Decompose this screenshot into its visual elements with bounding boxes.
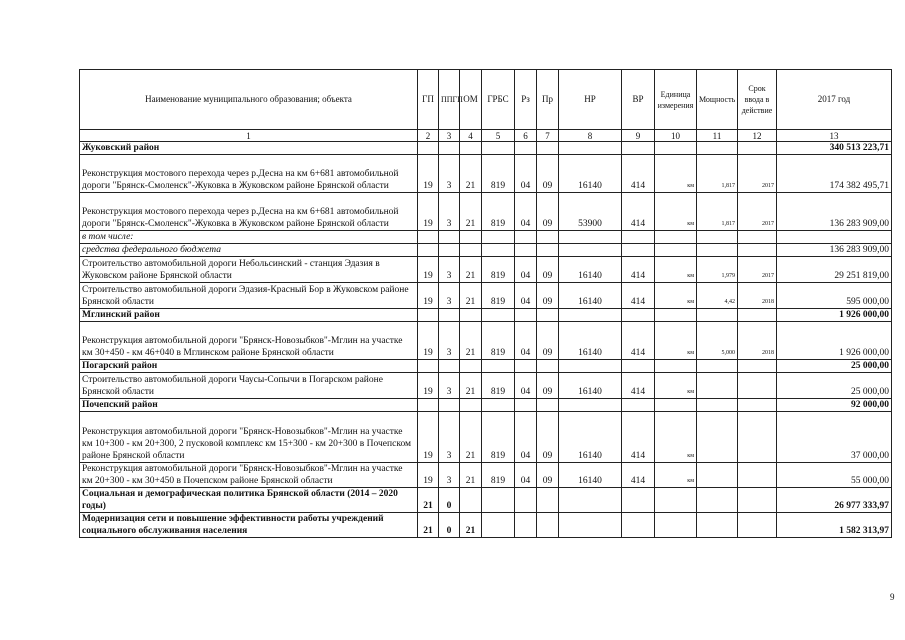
table-body: [80, 142, 892, 538]
empty-cell: [418, 231, 439, 244]
empty-cell: [537, 309, 559, 322]
program-name: Социальная и демографическая политика Брянской области (2014 – 2020 годы): [80, 488, 418, 513]
empty-cell: [515, 399, 537, 412]
empty-cell: [515, 231, 537, 244]
item-row: [80, 322, 892, 360]
col-number: 9: [622, 130, 655, 142]
col-header-np: НР: [559, 70, 622, 130]
table-header-row: [80, 70, 892, 130]
item-unit: км: [655, 283, 697, 309]
item-vr: 414: [622, 463, 655, 488]
item-vr: 414: [622, 373, 655, 399]
empty-cell: [622, 231, 655, 244]
item-vr: 414: [622, 257, 655, 283]
program-amount: 26 977 333,97: [777, 488, 892, 513]
item-term: [738, 463, 777, 488]
item-gp: 19: [418, 373, 439, 399]
item-unit: км: [655, 257, 697, 283]
item-grbs: 819: [482, 463, 515, 488]
empty-cell: [418, 360, 439, 373]
col-header-unit: Единица измерения: [655, 70, 697, 130]
program-row: [80, 513, 892, 538]
item-np: 16140: [559, 322, 622, 360]
empty-cell: [418, 244, 439, 257]
program-row: [80, 488, 892, 513]
empty-cell: [738, 231, 777, 244]
item-grbs: 819: [482, 257, 515, 283]
empty-cell: [537, 244, 559, 257]
col-number: 3: [439, 130, 460, 142]
item-name: Реконструкция мостового перехода через р.Десна на км 6+681 автомобильной дороги "Брянск-Смоленск"-Жуковка в Жуковском районе Брянской области: [80, 155, 418, 193]
col-number: 10: [655, 130, 697, 142]
item-power: [697, 463, 738, 488]
empty-cell: [622, 360, 655, 373]
item-pr: 09: [537, 412, 559, 463]
item-term: 2017: [738, 257, 777, 283]
item-name: Строительство автомобильной дороги Небольсинский - станция Эдазия в Жуковском районе Брянской области: [80, 257, 418, 283]
empty-cell: [697, 360, 738, 373]
item-vr: 414: [622, 412, 655, 463]
item-grbs: 819: [482, 412, 515, 463]
item-gp: 19: [418, 412, 439, 463]
item-pr: 09: [537, 463, 559, 488]
item-amount: 37 000,00: [777, 412, 892, 463]
item-row: [80, 412, 892, 463]
item-name: Строительство автомобильной дороги Чаусы-Сопычи в Погарском районе Брянской области: [80, 373, 418, 399]
empty-cell: [559, 244, 622, 257]
item-amount: 55 000,00: [777, 463, 892, 488]
empty-cell: [482, 513, 515, 538]
empty-cell: [537, 142, 559, 155]
item-row: [80, 463, 892, 488]
item-vr: 414: [622, 322, 655, 360]
item-om: 21: [460, 193, 482, 231]
empty-cell: [655, 360, 697, 373]
item-amount: 595 000,00: [777, 283, 892, 309]
empty-cell: [482, 360, 515, 373]
empty-cell: [515, 244, 537, 257]
col-number: 5: [482, 130, 515, 142]
item-power: 4,42: [697, 283, 738, 309]
budget-table: [79, 69, 892, 538]
col-number: 12: [738, 130, 777, 142]
item-rz: 04: [515, 283, 537, 309]
col-header-name: Наименование муниципального образования; объекта: [80, 70, 418, 130]
item-unit: км: [655, 463, 697, 488]
empty-cell: [482, 142, 515, 155]
empty-cell: [460, 360, 482, 373]
item-power: 1,979: [697, 257, 738, 283]
empty-cell: [655, 309, 697, 322]
col-number: 1: [80, 130, 418, 142]
section-name: Мглинский район: [80, 309, 418, 322]
item-gp: 19: [418, 463, 439, 488]
note-row: [80, 231, 892, 244]
col-header-power: Мощность: [697, 70, 738, 130]
item-power: 1,817: [697, 193, 738, 231]
item-pr: 09: [537, 155, 559, 193]
item-ppgp: 3: [439, 257, 460, 283]
item-power: [697, 373, 738, 399]
col-header-vr: ВР: [622, 70, 655, 130]
item-row: [80, 193, 892, 231]
section-amount: 340 513 223,71: [777, 142, 892, 155]
col-header-om: ОМ: [460, 70, 482, 130]
empty-cell: [418, 309, 439, 322]
empty-cell: [537, 399, 559, 412]
empty-cell: [655, 399, 697, 412]
col-header-ppgp: ППГП: [439, 70, 460, 130]
page-number: 9: [890, 592, 895, 602]
empty-cell: [559, 309, 622, 322]
item-name: Реконструкция мостового перехода через р.Десна на км 6+681 автомобильной дороги "Брянск-Смоленск"-Жуковка в Жуковском районе Брянской области: [80, 193, 418, 231]
empty-cell: [697, 488, 738, 513]
col-number: 6: [515, 130, 537, 142]
empty-cell: [439, 244, 460, 257]
item-unit: км: [655, 193, 697, 231]
item-ppgp: 3: [439, 155, 460, 193]
empty-cell: [482, 488, 515, 513]
empty-cell: [559, 488, 622, 513]
item-term: 2018: [738, 283, 777, 309]
item-gp: 19: [418, 193, 439, 231]
item-om: 21: [460, 283, 482, 309]
item-pr: 09: [537, 193, 559, 231]
col-number: 13: [777, 130, 892, 142]
program-ppgp: 0: [439, 488, 460, 513]
item-power: 1,817: [697, 155, 738, 193]
empty-cell: [622, 309, 655, 322]
item-term: 2018: [738, 322, 777, 360]
empty-cell: [537, 513, 559, 538]
item-name: Строительство автомобильной дороги Эдазия-Красный Бор в Жуковском районе Брянской области: [80, 283, 418, 309]
item-gp: 19: [418, 155, 439, 193]
empty-cell: [559, 231, 622, 244]
item-unit: км: [655, 155, 697, 193]
item-pr: 09: [537, 257, 559, 283]
item-pr: 09: [537, 283, 559, 309]
col-header-grbs: ГРБС: [482, 70, 515, 130]
note-amount: [777, 231, 892, 244]
empty-cell: [439, 309, 460, 322]
item-row: [80, 373, 892, 399]
item-rz: 04: [515, 322, 537, 360]
item-rz: 04: [515, 257, 537, 283]
empty-cell: [622, 488, 655, 513]
item-rz: 04: [515, 412, 537, 463]
item-grbs: 819: [482, 322, 515, 360]
empty-cell: [439, 360, 460, 373]
item-term: [738, 373, 777, 399]
empty-cell: [738, 360, 777, 373]
item-grbs: 819: [482, 373, 515, 399]
item-amount: 174 382 495,71: [777, 155, 892, 193]
item-vr: 414: [622, 193, 655, 231]
item-amount: 25 000,00: [777, 373, 892, 399]
section-amount: 1 926 000,00: [777, 309, 892, 322]
item-np: 16140: [559, 463, 622, 488]
section-amount: 92 000,00: [777, 399, 892, 412]
empty-cell: [738, 142, 777, 155]
item-gp: 19: [418, 322, 439, 360]
empty-cell: [515, 488, 537, 513]
empty-cell: [460, 244, 482, 257]
item-amount: 29 251 819,00: [777, 257, 892, 283]
empty-cell: [738, 488, 777, 513]
program-gp: 21: [418, 513, 439, 538]
item-power: [697, 412, 738, 463]
program-gp: 21: [418, 488, 439, 513]
item-om: 21: [460, 412, 482, 463]
program-om: [460, 488, 482, 513]
item-om: 21: [460, 257, 482, 283]
item-pr: 09: [537, 373, 559, 399]
item-row: [80, 257, 892, 283]
section-row: [80, 399, 892, 412]
empty-cell: [655, 488, 697, 513]
empty-cell: [655, 231, 697, 244]
item-unit: км: [655, 412, 697, 463]
empty-cell: [559, 513, 622, 538]
item-rz: 04: [515, 155, 537, 193]
item-np: 16140: [559, 155, 622, 193]
note-row: [80, 244, 892, 257]
item-power: 5,000: [697, 322, 738, 360]
empty-cell: [655, 244, 697, 257]
empty-cell: [460, 142, 482, 155]
item-name: Реконструкция автомобильной дороги "Брянск-Новозыбков"-Мглин на участке км 10+300 - км 20+300, 2 пусковой комплекс км 15+300 - км 20+300 в Почепском районе Брянской области: [80, 412, 418, 463]
item-np: 16140: [559, 257, 622, 283]
item-grbs: 819: [482, 193, 515, 231]
empty-cell: [559, 142, 622, 155]
item-rz: 04: [515, 463, 537, 488]
section-row: [80, 142, 892, 155]
program-ppgp: 0: [439, 513, 460, 538]
item-np: 16140: [559, 412, 622, 463]
empty-cell: [439, 142, 460, 155]
item-term: 2017: [738, 155, 777, 193]
item-pr: 09: [537, 322, 559, 360]
empty-cell: [482, 309, 515, 322]
item-name: Реконструкция автомобильной дороги "Брянск-Новозыбков"-Мглин на участке км 30+450 - км 46+040 в Мглинском районе Брянской области: [80, 322, 418, 360]
empty-cell: [697, 244, 738, 257]
empty-cell: [697, 142, 738, 155]
col-header-year: 2017 год: [777, 70, 892, 130]
section-name: Жуковский район: [80, 142, 418, 155]
empty-cell: [537, 360, 559, 373]
item-vr: 414: [622, 283, 655, 309]
item-om: 21: [460, 155, 482, 193]
col-number: 8: [559, 130, 622, 142]
program-om: 21: [460, 513, 482, 538]
empty-cell: [482, 399, 515, 412]
note-amount: 136 283 909,00: [777, 244, 892, 257]
section-row: [80, 360, 892, 373]
column-number-row: [80, 130, 892, 142]
empty-cell: [482, 231, 515, 244]
empty-cell: [738, 244, 777, 257]
empty-cell: [697, 231, 738, 244]
item-om: 21: [460, 373, 482, 399]
col-header-rz: Рз: [515, 70, 537, 130]
note-label: средства федерального бюджета: [80, 244, 418, 257]
note-label: в том числе:: [80, 231, 418, 244]
empty-cell: [418, 399, 439, 412]
col-number: 2: [418, 130, 439, 142]
empty-cell: [537, 488, 559, 513]
item-gp: 19: [418, 283, 439, 309]
item-amount: 1 926 000,00: [777, 322, 892, 360]
item-om: 21: [460, 463, 482, 488]
col-number: 7: [537, 130, 559, 142]
item-grbs: 819: [482, 155, 515, 193]
empty-cell: [697, 513, 738, 538]
item-unit: км: [655, 322, 697, 360]
section-name: Погарский район: [80, 360, 418, 373]
item-np: 53900: [559, 193, 622, 231]
empty-cell: [515, 142, 537, 155]
item-om: 21: [460, 322, 482, 360]
empty-cell: [515, 513, 537, 538]
item-term: 2017: [738, 193, 777, 231]
empty-cell: [622, 513, 655, 538]
program-name: Модернизация сети и повышение эффективности работы учреждений социального обслуживания населения: [80, 513, 418, 538]
item-row: [80, 155, 892, 193]
item-gp: 19: [418, 257, 439, 283]
empty-cell: [439, 231, 460, 244]
col-number: 4: [460, 130, 482, 142]
empty-cell: [622, 399, 655, 412]
empty-cell: [697, 309, 738, 322]
item-vr: 414: [622, 155, 655, 193]
col-header-gp: ГП: [418, 70, 439, 130]
empty-cell: [738, 399, 777, 412]
program-amount: 1 582 313,97: [777, 513, 892, 538]
empty-cell: [418, 142, 439, 155]
item-np: 16140: [559, 283, 622, 309]
item-row: [80, 283, 892, 309]
empty-cell: [460, 309, 482, 322]
item-name: Реконструкция автомобильной дороги "Брянск-Новозыбков"-Мглин на участке км 20+300 - км 30+450 в Почепском районе Брянской области: [80, 463, 418, 488]
empty-cell: [559, 360, 622, 373]
empty-cell: [515, 309, 537, 322]
section-row: [80, 309, 892, 322]
empty-cell: [622, 142, 655, 155]
item-ppgp: 3: [439, 412, 460, 463]
item-ppgp: 3: [439, 283, 460, 309]
empty-cell: [622, 244, 655, 257]
item-ppgp: 3: [439, 193, 460, 231]
empty-cell: [460, 399, 482, 412]
empty-cell: [697, 399, 738, 412]
empty-cell: [655, 142, 697, 155]
item-unit: км: [655, 373, 697, 399]
empty-cell: [655, 513, 697, 538]
item-ppgp: 3: [439, 463, 460, 488]
empty-cell: [482, 244, 515, 257]
col-header-pr: Пр: [537, 70, 559, 130]
empty-cell: [738, 309, 777, 322]
empty-cell: [460, 231, 482, 244]
empty-cell: [537, 231, 559, 244]
item-ppgp: 3: [439, 322, 460, 360]
item-amount: 136 283 909,00: [777, 193, 892, 231]
section-name: Почепский район: [80, 399, 418, 412]
col-header-term: Срок ввода в действие: [738, 70, 777, 130]
empty-cell: [439, 399, 460, 412]
empty-cell: [738, 513, 777, 538]
col-number: 11: [697, 130, 738, 142]
empty-cell: [559, 399, 622, 412]
item-np: 16140: [559, 373, 622, 399]
item-rz: 04: [515, 193, 537, 231]
item-term: [738, 412, 777, 463]
item-grbs: 819: [482, 283, 515, 309]
empty-cell: [515, 360, 537, 373]
item-ppgp: 3: [439, 373, 460, 399]
item-rz: 04: [515, 373, 537, 399]
section-amount: 25 000,00: [777, 360, 892, 373]
